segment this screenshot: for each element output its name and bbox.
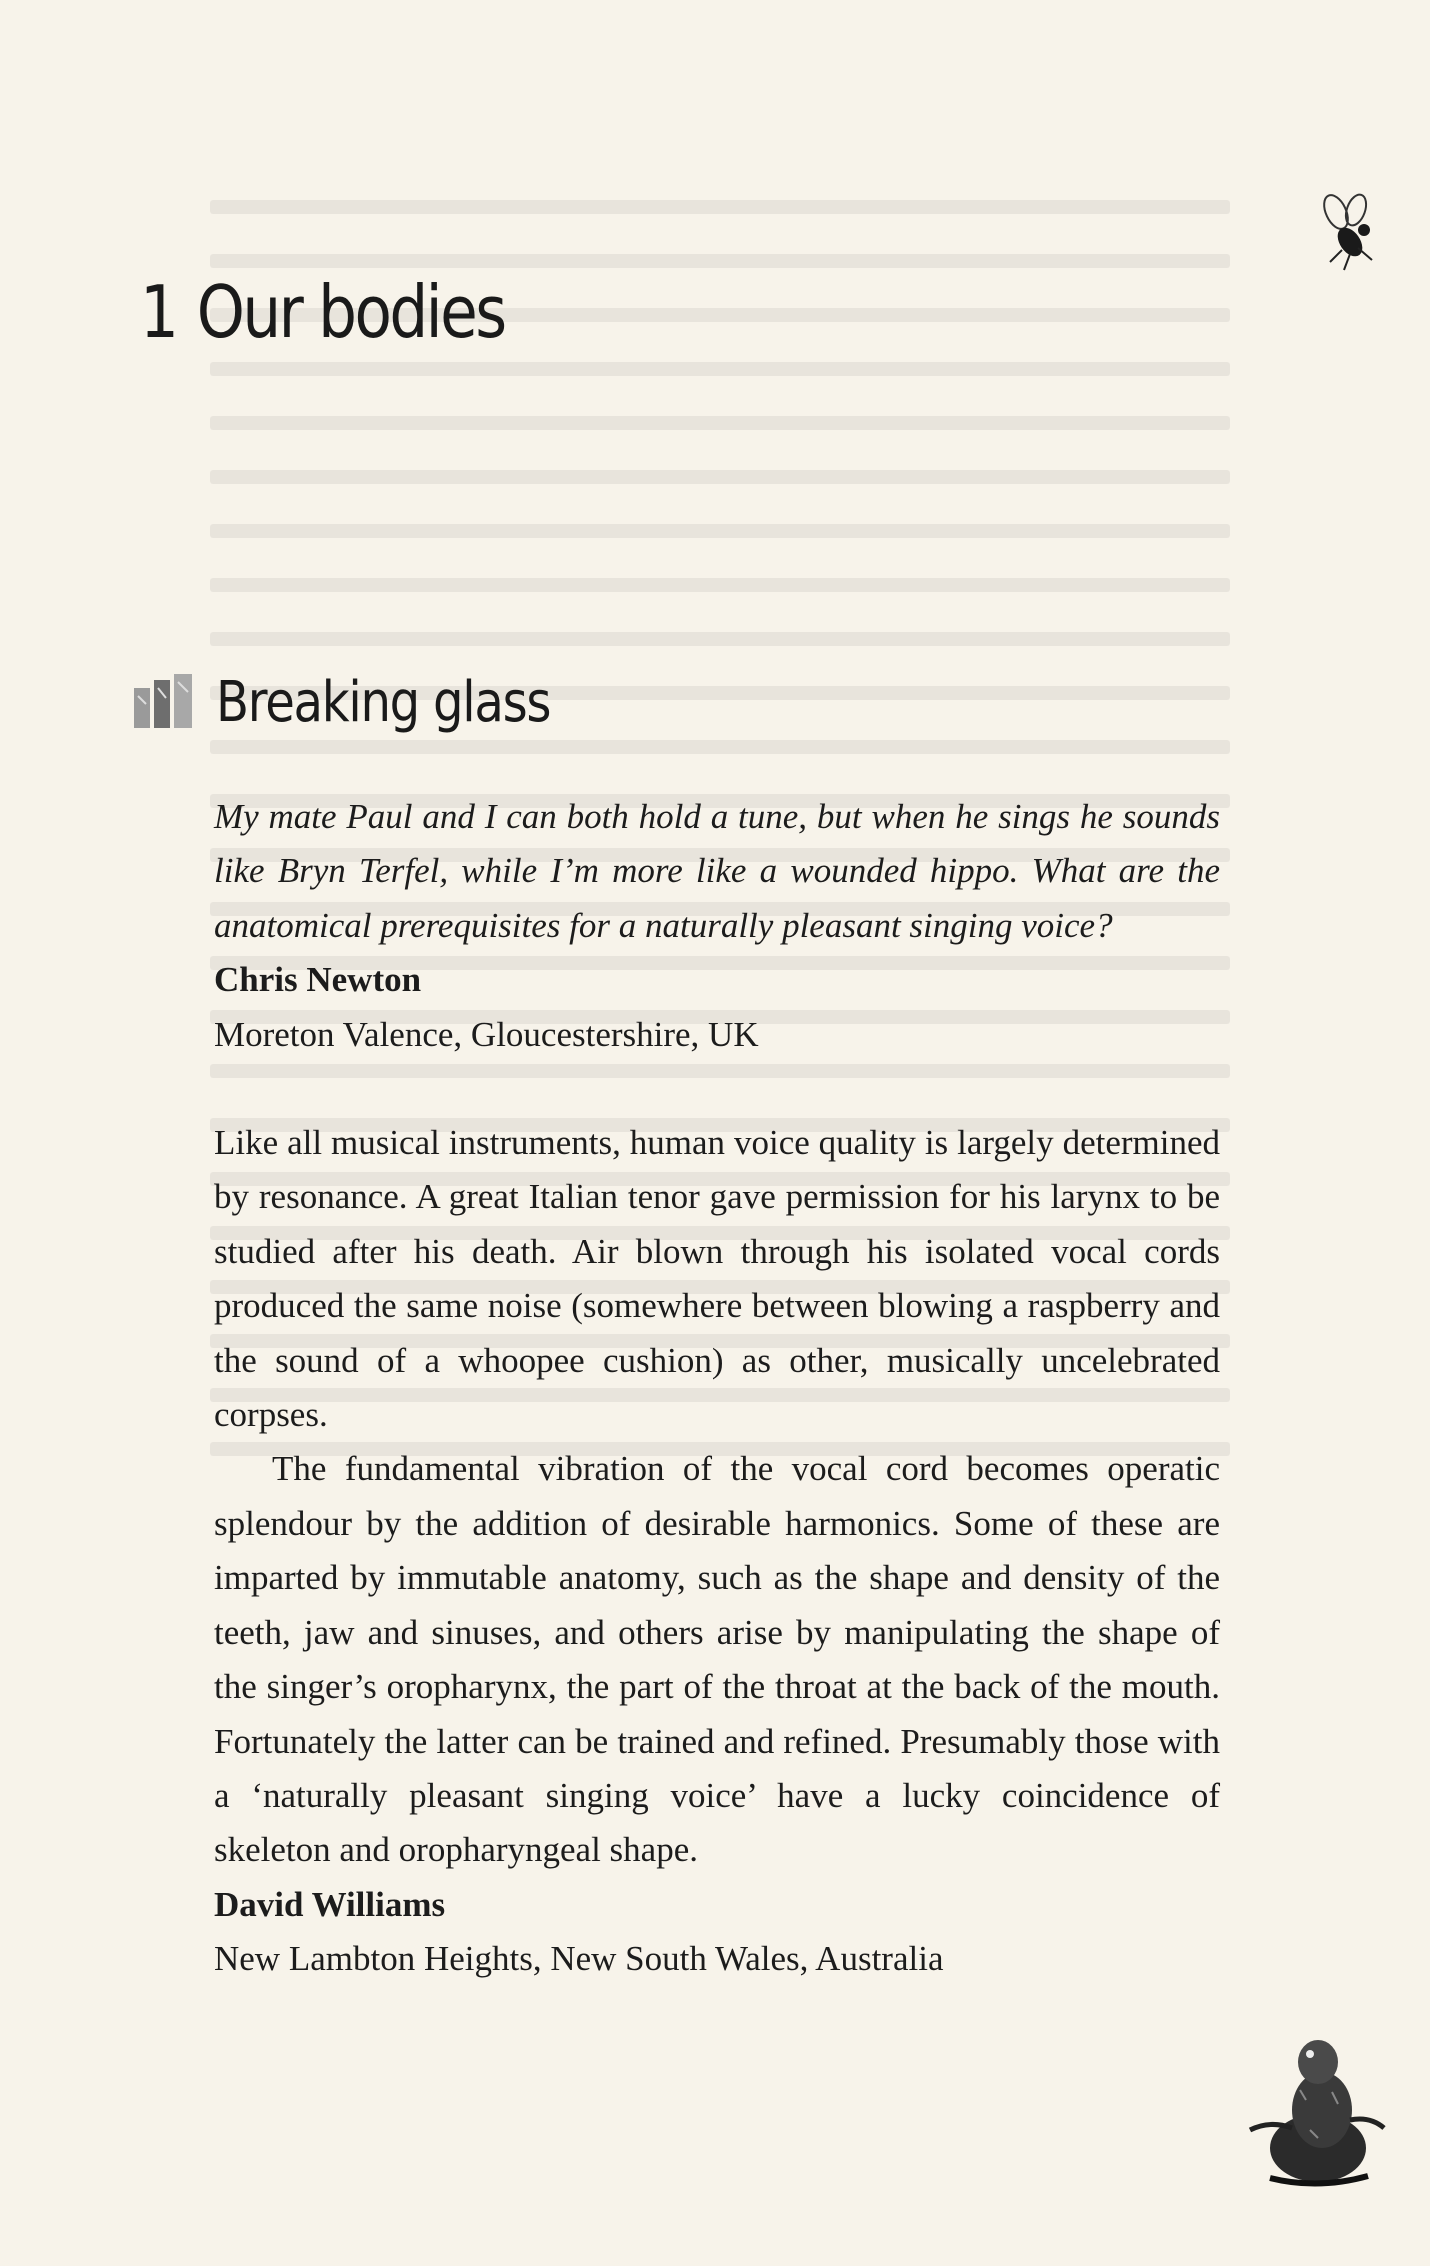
question-text: My mate Paul and I can both hold a tune, but when he sings he sounds like Bryn Terfel, while I’m more like a wounded hippo. What are the anatomical prerequisites for a naturally pleasant singing voice? xyxy=(214,797,1220,945)
chapter-title: Our bodies xyxy=(196,270,505,354)
article-body xyxy=(214,790,1220,1987)
frog-icon xyxy=(1240,2020,1390,2190)
question-author: Chris Newton xyxy=(214,960,422,1000)
fly-icon xyxy=(1300,190,1390,280)
section-heading xyxy=(132,670,605,735)
answer-author: David Williams xyxy=(214,1884,446,1924)
answer-paragraph: The fundamental vibration of the vocal cord becomes operatic splendour by the addition of desirable harmonics. Some of these are imparted by immutable anatomy, such as the shape and density of the teeth, jaw and sinuses, and others arise by manipulating the shape of the singer’s oropharynx, the part of the throat at the back of the mouth. Fortunately the latter can be trained and refined. Presumably those with a ‘naturally pleasant singing voice’ have a lucky coincidence of skeleton and oropharyngeal shape. xyxy=(214,1449,1220,1870)
chapter-number: 1 xyxy=(140,270,177,354)
answer-location: New Lambton Heights, New South Wales, Australia xyxy=(214,1939,944,1979)
chapter-heading xyxy=(140,270,505,354)
section-title: Breaking glass xyxy=(216,670,551,735)
answer-paragraph: Like all musical instruments, human voice quality is largely determined by resonance. A great Italian tenor gave permission for his larynx to be studied after his death. Air blown through his isolated vocal cords produced the same noise (somewhere between blowing a raspberry and the sound of a whoopee cushion) as other, musically uncelebrated corpses. xyxy=(214,1123,1220,1435)
question-location: Moreton Valence, Gloucestershire, UK xyxy=(214,1014,759,1054)
section-marker-icon xyxy=(132,674,194,732)
